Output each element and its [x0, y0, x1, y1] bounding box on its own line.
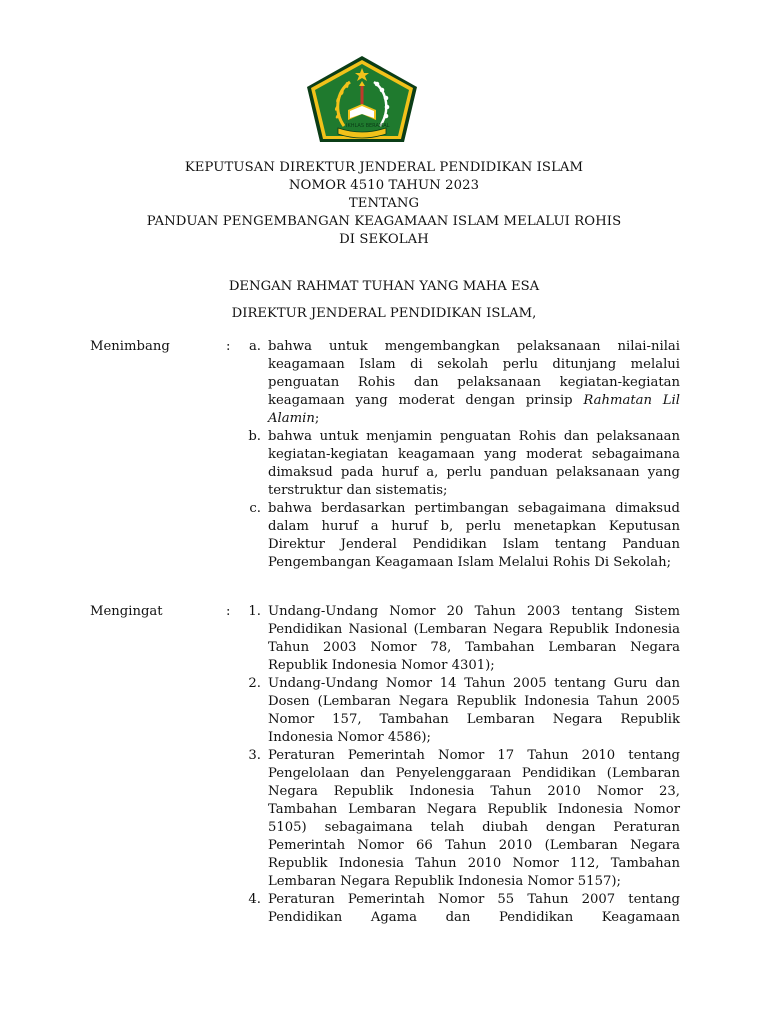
item-text: Undang-Undang Nomor 20 Tahun 2003 tentang Sistem Pendidikan Nasional (Lembaran Negara Republik Indonesia Tahun 2003 Nomor 78, Tambahan Lembaran Negara Republik Indonesia Nomor 4301); [268, 604, 680, 673]
item-marker: 4. [248, 892, 261, 907]
item-marker: a. [248, 339, 261, 354]
item-text: Peraturan Pemerintah Nomor 17 Tahun 2010 tentang Pengelolaan dan Penyelenggaraan Pendidikan (Lembaran Negara Republik Indonesia Tahun 2010 Nomor 23, Tambahan Lembaran Negara Republik Indonesia Nomor 5105) sebagaimana telah diubah dengan Peraturan Pemerintah Nomor 66 Tahun 2010 (Lembaran Negara Republik Indonesia Tahun 2010 Nomor 112, Tambahan Lembaran Negara Republik Indonesia Nomor 5157); [268, 748, 680, 889]
mengingat-section [90, 603, 680, 927]
decree-title [0, 159, 768, 249]
item-marker: c. [249, 501, 261, 516]
item-marker: 1. [248, 604, 261, 619]
item-marker: b. [248, 429, 261, 444]
item-marker: 3. [248, 748, 261, 763]
item-text: bahwa berdasarkan pertimbangan sebagaimana dimaksud dalam huruf a huruf b, perlu menetapkan Keputusan Direktur Jenderal Pendidikan Islam tentang Panduan Pengembangan Keagamaan Islam Melalui Rohis Di Sekolah; [268, 501, 680, 570]
item-marker: 2. [248, 676, 261, 691]
title-line-2: NOMOR 4510 TAHUN 2023 [288, 178, 480, 193]
italic-phrase: Rahmatan Lil Alamin [268, 393, 680, 426]
item-text: Peraturan Pemerintah Nomor 55 Tahun 2007 tentang Pendidikan Agama dan Pendidikan Keagamaan [268, 892, 680, 925]
title-line-3: TENTANG [348, 196, 420, 211]
item-text: bahwa untuk menjamin penguatan Rohis dan pelaksanaan kegiatan-kegiatan keagamaan yang moderat sebagaimana dimaksud pada huruf a, perlu panduan pelaksanaan yang terstruktur dan sistematis; [268, 429, 680, 498]
kementerian-agama-emblem-icon [304, 54, 420, 144]
list-item [90, 747, 680, 891]
item-text: Undang-Undang Nomor 14 Tahun 2005 tentang Guru dan Dosen (Lembaran Negara Republik Indonesia Tahun 2005 Nomor 157, Tambahan Lembaran Negara Republik Indonesia Nomor 4586); [268, 676, 680, 745]
section-colon: : [226, 339, 231, 354]
list-item [90, 338, 680, 428]
list-item [90, 500, 680, 572]
official-line: DIREKTUR JENDERAL PENDIDIKAN ISLAM, [231, 306, 537, 321]
title-line-4: PANDUAN PENGEMBANGAN KEAGAMAAN ISLAM MELALUI ROHIS [146, 214, 622, 229]
list-item [90, 603, 680, 675]
emblem-motto: IKHLAS BERAMAL [346, 123, 390, 129]
list-item [90, 891, 680, 927]
item-text: bahwa untuk mengembangkan pelaksanaan nilai-nilai keagamaan Islam di sekolah perlu ditunjang melalui penguatan Rohis dan pelaksanaan kegiatan-kegiatan keagamaan yang moderat dengan prinsip Rahmatan Lil Alamin; [268, 339, 680, 426]
title-line-1: KEPUTUSAN DIREKTUR JENDERAL PENDIDIKAN ISLAM [184, 160, 584, 175]
list-item [90, 675, 680, 747]
section-label: Menimbang [90, 339, 170, 354]
section-label: Mengingat [90, 604, 163, 619]
title-line-5: DI SEKOLAH [339, 232, 429, 247]
section-colon: : [226, 604, 231, 619]
menimbang-section [90, 338, 680, 572]
list-item [90, 428, 680, 500]
rahmat-line: DENGAN RAHMAT TUHAN YANG MAHA ESA [228, 279, 540, 294]
